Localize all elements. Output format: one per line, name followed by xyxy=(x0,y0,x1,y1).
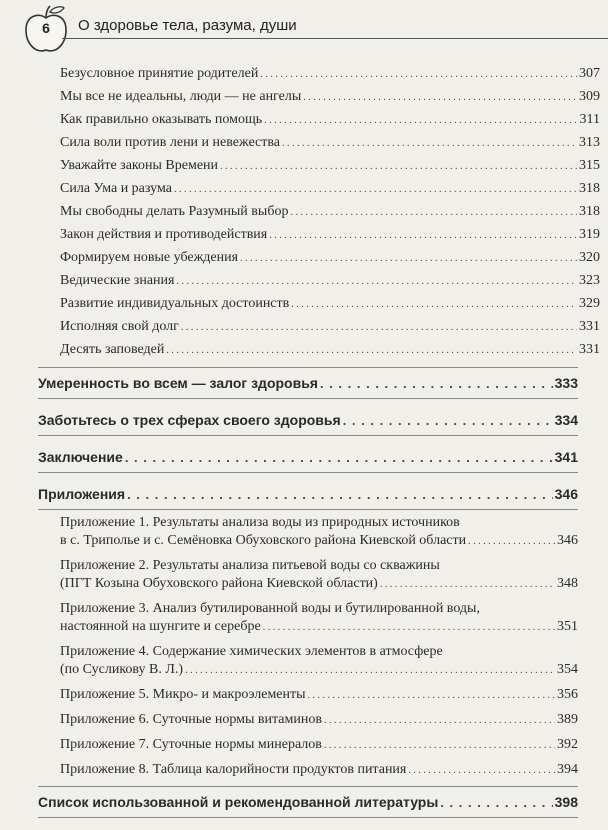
dot-leader xyxy=(269,224,577,247)
toc-entry-page: 320 xyxy=(579,250,600,265)
dot-leader xyxy=(290,201,577,224)
toc-entry-title: Формируем новые убеждения xyxy=(60,250,239,265)
dot-leader xyxy=(343,406,553,436)
dot-leader xyxy=(291,293,577,316)
appendix-title-line: Приложение 1. Результаты анализа воды из природных источников xyxy=(60,515,460,530)
dot-leader xyxy=(260,63,577,86)
toc-section xyxy=(38,442,578,473)
toc-entry xyxy=(38,62,600,85)
dot-leader xyxy=(282,132,577,155)
dot-leader xyxy=(263,619,555,637)
toc-section-title: Список использованной и рекомендованной литературы xyxy=(38,794,439,810)
appendix-title-line: Приложение 8. Таблица калорийности продуктов питания xyxy=(60,762,407,777)
toc-entry-page: 329 xyxy=(579,296,600,311)
toc-entry-title: Уважайте законы Времени xyxy=(60,158,219,173)
dot-leader xyxy=(303,86,577,109)
running-title: О здоровье тела, разума, души xyxy=(78,17,297,34)
appendix-entry xyxy=(38,643,578,680)
dot-leader xyxy=(181,316,577,339)
toc-entry xyxy=(38,338,600,361)
toc-entry-title: Мы свободны делать Разумный выбор xyxy=(60,204,289,219)
appendix-title-line: в с. Триполье и с. Семёновка Обуховского района Киевской области xyxy=(60,533,467,548)
appendix-entry xyxy=(38,557,578,594)
appendix-page: 346 xyxy=(557,533,578,548)
toc-entry-page: 318 xyxy=(579,181,600,196)
toc-section-page: 333 xyxy=(554,375,578,391)
toc-entry xyxy=(38,315,600,338)
dot-leader xyxy=(174,178,577,201)
appendix-title-line: Приложение 7. Суточные нормы минералов xyxy=(60,737,322,752)
toc-entry xyxy=(38,269,600,292)
toc-entry-title: Мы все не идеальны, люди — не ангелы xyxy=(60,89,302,104)
toc-section-title: Заключение xyxy=(38,449,123,465)
toc-entry xyxy=(38,292,600,315)
toc-section xyxy=(38,367,578,399)
appendix-entry xyxy=(38,736,578,755)
appendix-title-line: Приложение 6. Суточные нормы витаминов xyxy=(60,712,322,727)
dot-leader xyxy=(166,339,577,362)
toc-entry-page: 331 xyxy=(579,342,600,357)
toc-section-title: Умеренность во всем — залог здоровья xyxy=(38,375,318,391)
toc-entry-title: Развитие индивидуальных достоинств xyxy=(60,296,290,311)
toc-entry-page: 307 xyxy=(579,66,600,81)
toc-entry-page: 318 xyxy=(579,204,600,219)
toc-entry-page: 313 xyxy=(579,135,600,150)
toc-entry-page: 319 xyxy=(579,227,600,242)
dot-leader xyxy=(176,270,577,293)
toc-section-page: 334 xyxy=(554,412,578,428)
appendix-title-line: Приложение 4. Содержание химических элементов в атмосфере xyxy=(60,644,443,659)
appendix-page: 392 xyxy=(557,737,578,752)
table-of-contents xyxy=(38,62,600,818)
toc-section xyxy=(38,405,578,436)
appendix-entry xyxy=(38,761,578,780)
toc-entry xyxy=(38,108,600,131)
toc-entry xyxy=(38,85,600,108)
appendix-title-line: настоянной на шунгите и серебре xyxy=(60,619,261,634)
dot-leader xyxy=(320,369,553,399)
appendix-title-line: (по Сусликову В. Л.) xyxy=(60,662,184,677)
appendix-title-line: Приложение 5. Микро- и макроэлементы xyxy=(60,687,306,702)
toc-section-page: 346 xyxy=(554,486,578,502)
appendix-page: 394 xyxy=(557,762,578,777)
toc-entry-title: Исполняя свой долг xyxy=(60,319,179,334)
dot-leader xyxy=(240,247,577,270)
toc-bibliography xyxy=(38,786,578,818)
toc-entry-page: 315 xyxy=(579,158,600,173)
dot-leader xyxy=(127,480,553,510)
toc-entry-title: Десять заповедей xyxy=(60,342,165,357)
appendix-page: 348 xyxy=(557,576,578,591)
appendix-entry xyxy=(38,600,578,637)
dot-leader xyxy=(220,155,577,178)
toc-section xyxy=(38,479,578,510)
dot-leader xyxy=(408,762,555,780)
toc-entry-title: Безусловное принятие родителей xyxy=(60,66,259,81)
toc-entry xyxy=(38,154,600,177)
toc-section-title: Заботьтесь о трех сферах своего здоровья xyxy=(38,412,341,428)
appendix-title-line: Приложение 2. Результаты анализа питьевой воды со скважины xyxy=(60,558,440,573)
toc-entry-title: Как правильно оказывать помощь xyxy=(60,112,263,127)
appendix-entry xyxy=(38,514,578,551)
toc-entry-title: Закон действия и противодействия xyxy=(60,227,268,242)
appendix-entry xyxy=(38,686,578,705)
toc-section-title: Приложения xyxy=(38,486,126,502)
toc-entry xyxy=(38,223,600,246)
page-header xyxy=(0,0,608,56)
appendix-page: 354 xyxy=(557,662,578,677)
dot-leader xyxy=(264,109,577,132)
toc-section-page: 341 xyxy=(554,449,578,465)
toc-entry xyxy=(38,177,600,200)
appendix-page: 351 xyxy=(557,619,578,634)
toc-entry-title: Сила Ума и разума xyxy=(60,181,172,196)
dot-leader xyxy=(380,576,555,594)
toc-entry-page: 323 xyxy=(579,273,600,288)
toc-entry-title: Сила воли против лени и невежества xyxy=(60,135,281,150)
toc-entry-page: 309 xyxy=(579,89,600,104)
header-rule xyxy=(62,38,608,39)
page-number: 6 xyxy=(42,20,50,36)
toc-entry-page: 331 xyxy=(579,319,600,334)
appendix-page: 356 xyxy=(557,687,578,702)
toc-entry-title: Ведические знания xyxy=(60,273,175,288)
toc-entry-page: 311 xyxy=(579,112,600,127)
toc-entry xyxy=(38,246,600,269)
dot-leader xyxy=(324,737,555,755)
dot-leader xyxy=(468,533,555,551)
dot-leader xyxy=(308,687,555,705)
appendix-page: 389 xyxy=(557,712,578,727)
appendix-title-line: Приложение 3. Анализ бутилированной воды и бутилированной воды, xyxy=(60,601,480,616)
appendix-entry xyxy=(38,711,578,730)
dot-leader xyxy=(324,712,555,730)
appendix-title-line: (ПГТ Козына Обуховского района Киевской области) xyxy=(60,576,378,591)
dot-leader xyxy=(125,443,553,473)
dot-leader xyxy=(440,788,552,818)
toc-section-page: 398 xyxy=(554,794,578,810)
toc-entry xyxy=(38,131,600,154)
dot-leader xyxy=(185,662,555,680)
toc-entry xyxy=(38,200,600,223)
